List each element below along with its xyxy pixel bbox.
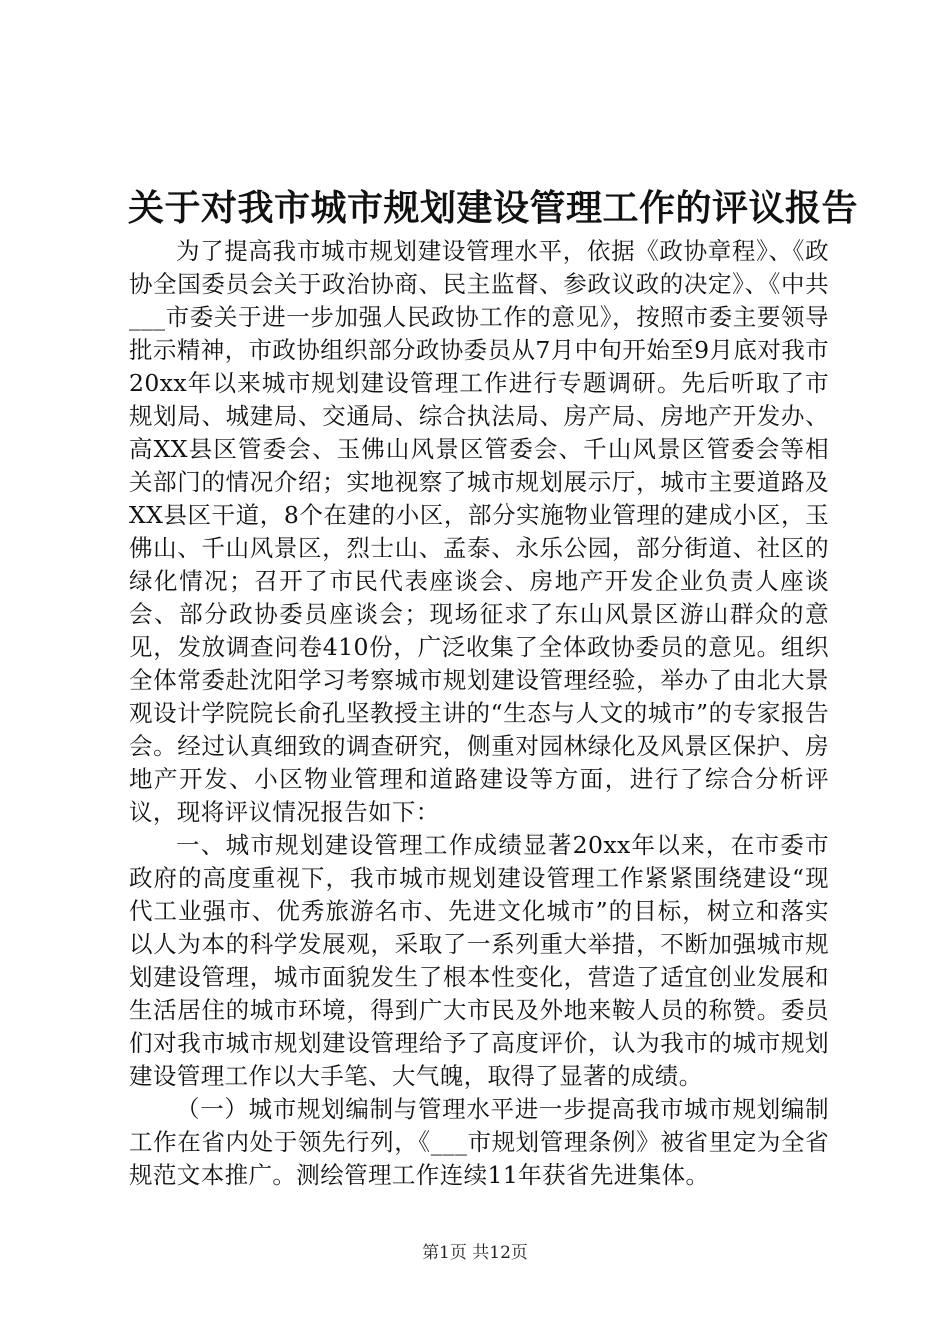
- paragraph-section-one: 一、城市规划建设管理工作成绩显著20xx年以来，在市委市政府的高度重视下，我市城市规划建设管理工作紧紧围绕建设“现代工业强市、优秀旅游名市、先进文化城市”的目标，树立和落实以人为本的科学发展观，采取了一系列重大举措，不断加强城市规划建设管理，城市面貌发生了根本性变化，营造了适宜创业发展和生活居住的城市环境，得到广大市民及外地来鞍人员的称赞。委员们对我市城市规划建设管理给予了高度评价，认为我市的城市规划建设管理工作以大手笔、大气魄，取得了显著的成绩。: [129, 831, 829, 1090]
- document-body: [129, 235, 829, 1192]
- document-title: 关于对我市城市规划建设管理工作的评议报告: [128, 187, 859, 229]
- paragraph-subsection-one: （一）城市规划编制与管理水平进一步提高我市城市规划编制工作在省内处于领先行列，《___市规划管理条例》被省里定为全省规范文本推广。测绘管理工作连续11年获省先进集体。: [129, 1095, 829, 1189]
- page-number-footer: 第1页 共12页: [422, 1243, 528, 1263]
- paragraph-intro: 为了提高我市城市规划建设管理水平，依据《政协章程》、《政协全国委员会关于政治协商、民主监督、参政议政的决定》、《中共___市委关于进一步加强人民政协工作的意见》，按照市委主要领导批示精神，市政协组织部分政协委员从7月中旬开始至9月底对我市20xx年以来城市规划建设管理工作进行专题调研。先后听取了市规划局、城建局、交通局、综合执法局、房产局、房地产开发办、高XX县区管委会、玉佛山风景区管委会、千山风景区管委会等相关部门的情况介绍；实地视察了城市规划展示厅，城市主要道路及XX县区干道，8个在建的小区，部分实施物业管理的建成小区，玉佛山、千山风景区，烈士山、孟泰、永乐公园，部分街道、社区的绿化情况；召开了市民代表座谈会、房地产开发企业负责人座谈会、部分政协委员座谈会；现场征求了东山风景区游山群众的意见，发放调查问卷410份，广泛收集了全体政协委员的意见。组织全体常委赴沈阳学习考察城市规划建设管理经验，举办了由北大景观设计学院院长俞孔坚教授主讲的“生态与人文的城市”的专家报告会。经过认真细致的调查研究，侧重对园林绿化及风景区保护、房地产开发、小区物业管理和道路建设等方面，进行了综合分析评议，现将评议情况报告如下：: [129, 237, 829, 826]
